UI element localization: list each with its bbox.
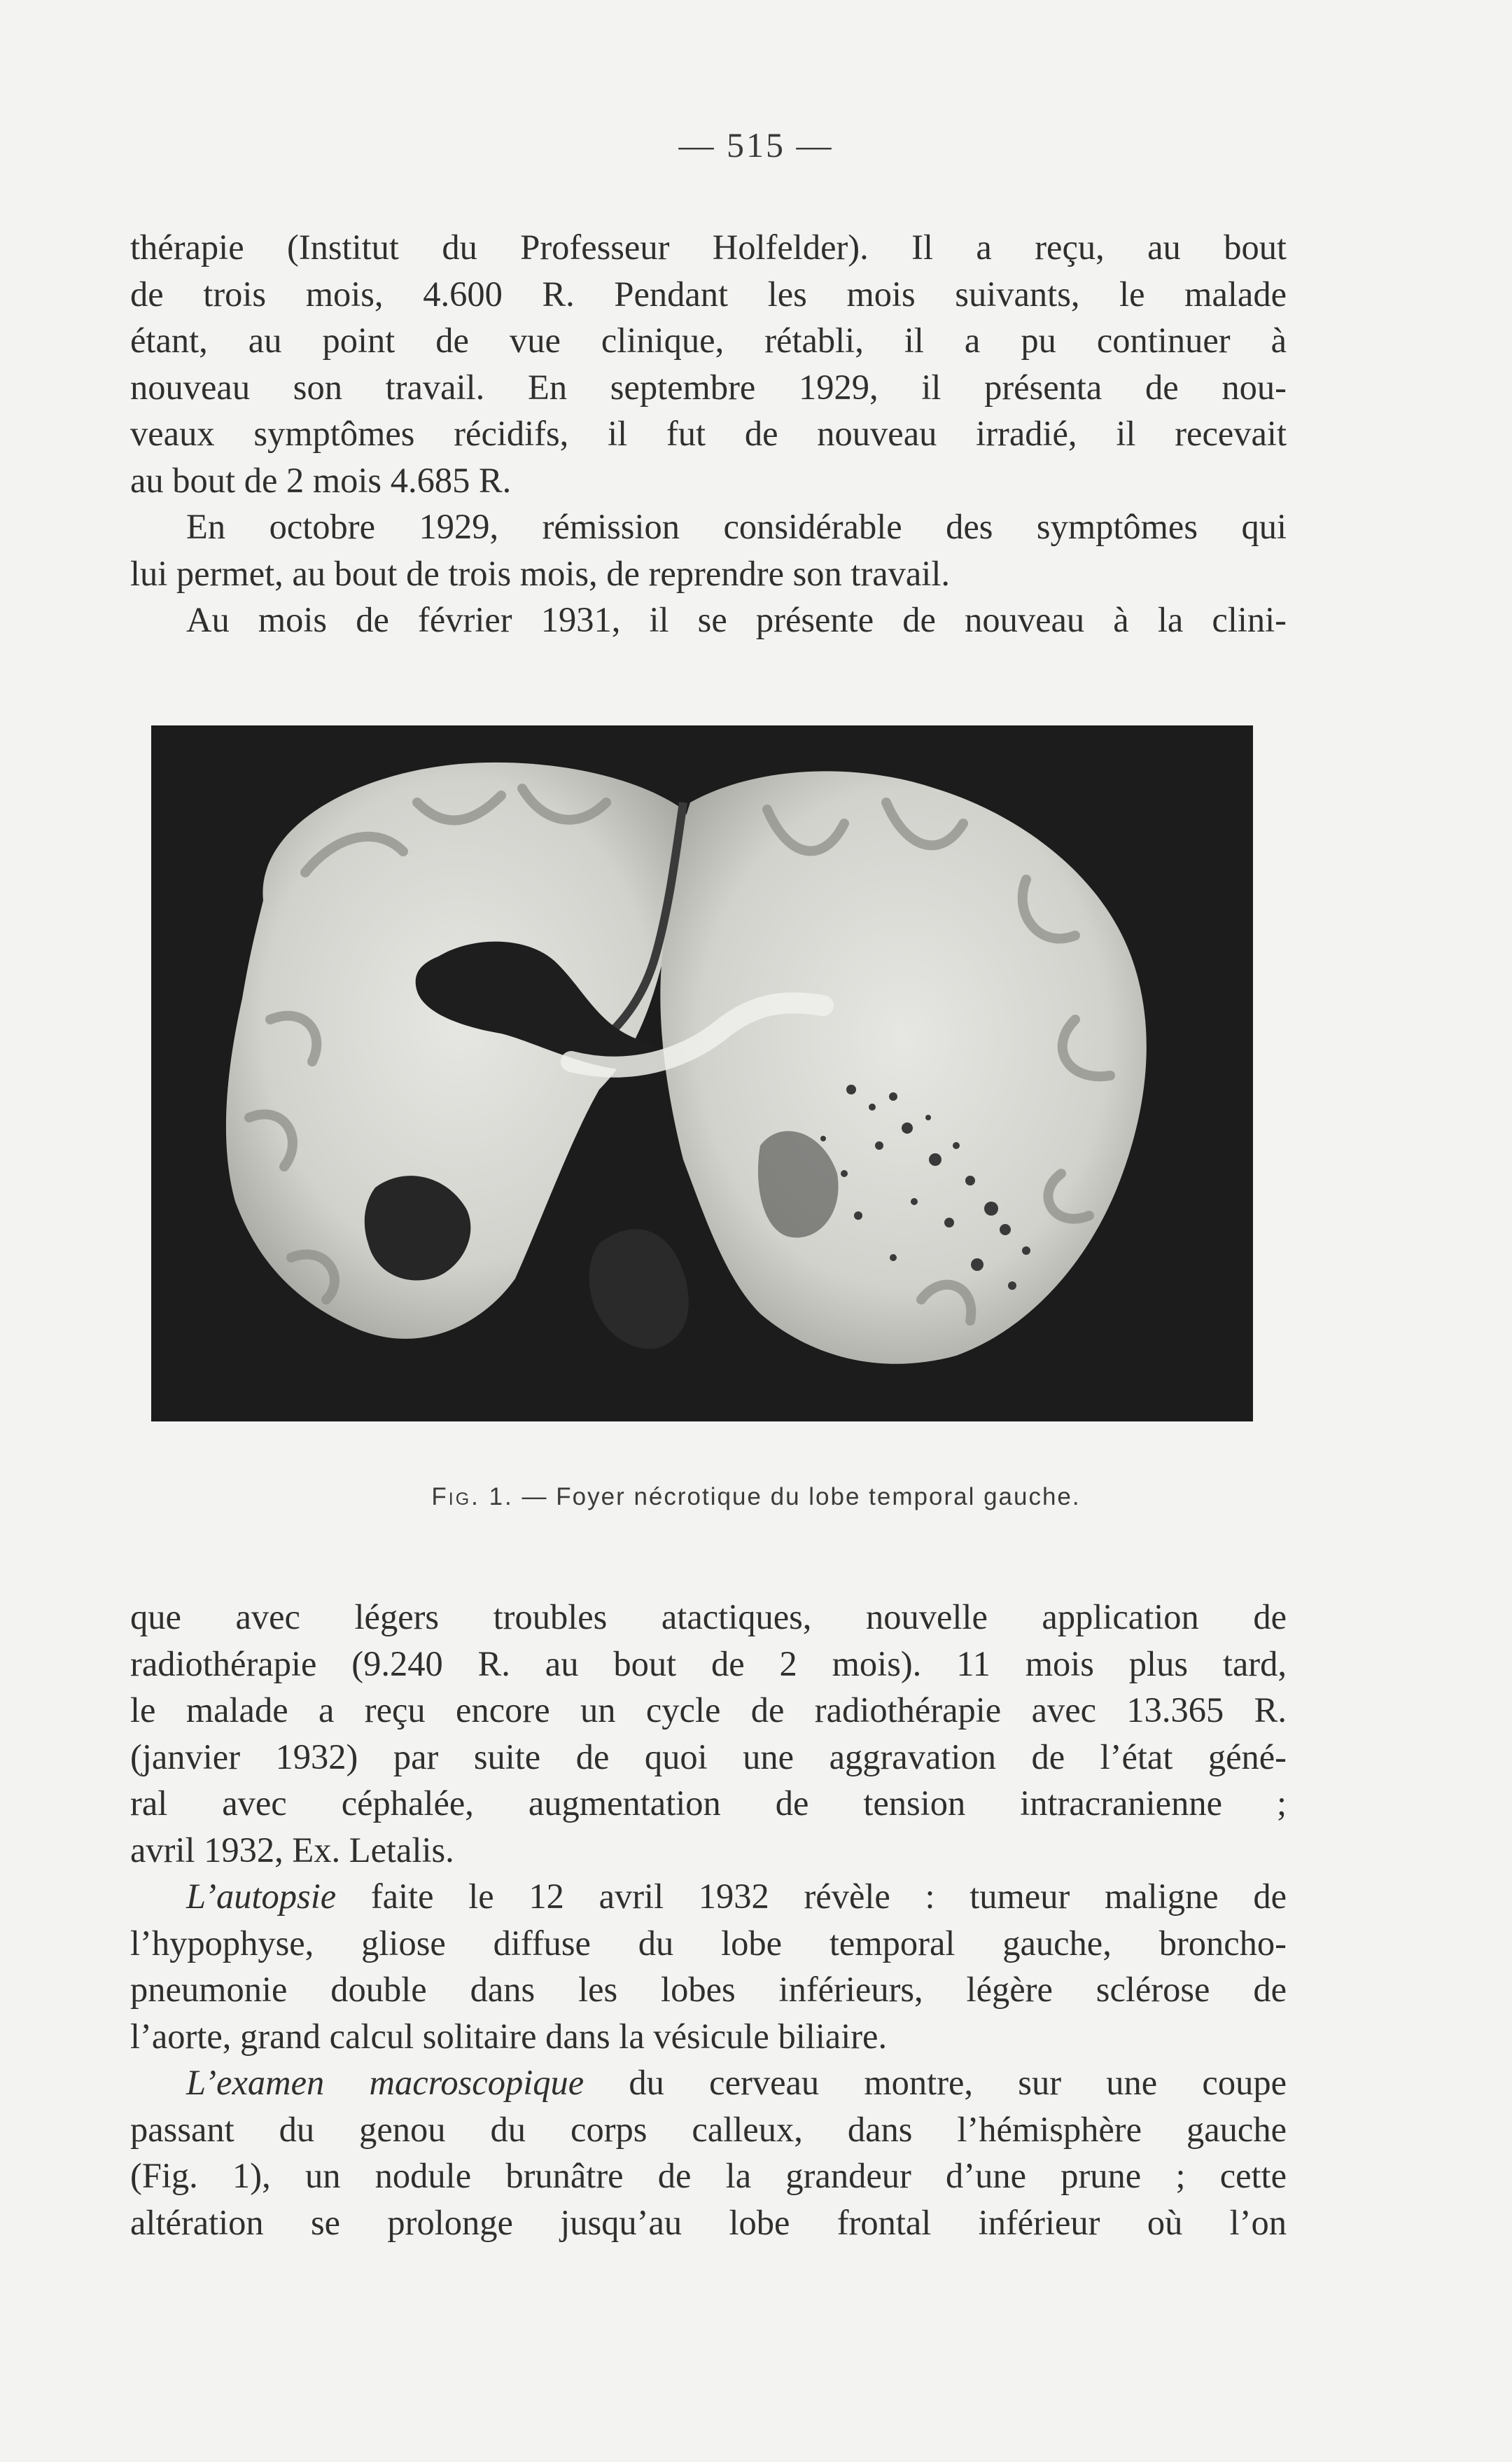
text-line: du cerveau montre, sur une coupe <box>629 2063 1287 2102</box>
text-line: faite le 12 avril 1932 révèle : tumeur maligne de <box>370 1877 1287 1916</box>
text-line: (Fig. 1), un nodule brunâtre de la grandeur d’une prune ; cette <box>130 2156 1287 2195</box>
text-line: nouveau son travail. En septembre 1929, il présenta de nou- <box>130 367 1287 407</box>
text-line: En octobre 1929, rémission considérable des symptômes qui <box>186 507 1287 546</box>
text-line: altération se prolonge jusqu’au lobe frontal inférieur où l’on <box>130 2202 1287 2242</box>
text-line: que avec légers troubles atactiques, nouvelle application de <box>130 1597 1287 1636</box>
text-line: Au mois de février 1931, il se présente de nouveau à la clini- <box>186 600 1287 639</box>
text-block-top <box>130 224 1287 644</box>
italic-examen: L’examen macroscopique <box>186 2063 584 2102</box>
text-line: ral avec céphalée, augmentation de tension intracranienne ; <box>130 1783 1287 1823</box>
text-line: le malade a reçu encore un cycle de radiothérapie avec 13.365 R. <box>130 1690 1287 1730</box>
figure-caption-text: — Foyer nécrotique du lobe temporal gauche. <box>522 1483 1081 1510</box>
italic-autopsie: L’autopsie <box>186 1877 337 1916</box>
text-line: (janvier 1932) par suite de quoi une aggravation de l’état géné- <box>130 1737 1287 1776</box>
text-line: l’hypophyse, gliose diffuse du lobe temporal gauche, broncho- <box>130 1923 1287 1963</box>
text-line: de trois mois, 4.600 R. Pendant les mois suivants, le malade <box>130 274 1287 314</box>
text-line: pneumonie double dans les lobes inférieurs, légère sclérose de <box>130 1970 1287 2009</box>
text-block-bottom <box>130 1594 1287 2246</box>
text-line-autopsie <box>130 1873 1287 1920</box>
text-line-examen <box>130 2059 1287 2106</box>
figure-caption <box>0 1483 1512 1511</box>
text-line: radiothérapie (9.240 R. au bout de 2 mois). 11 mois plus tard, <box>130 1643 1287 1683</box>
text-line: lui permet, au bout de trois mois, de reprendre son travail. <box>130 553 950 593</box>
text-line: l’aorte, grand calcul solitaire dans la vésicule biliaire. <box>130 2016 888 2056</box>
text-line: thérapie (Institut du Professeur Holfelder). Il a reçu, au bout <box>130 228 1287 267</box>
text-line: avril 1932, Ex. Letalis. <box>130 1830 454 1870</box>
text-line: étant, au point de vue clinique, rétabli, il a pu continuer à <box>130 321 1287 360</box>
page-number: — 515 — <box>678 125 834 165</box>
brain-section-photograph <box>151 725 1253 1421</box>
text-line: veaux symptômes récidifs, il fut de nouveau irradié, il recevait <box>130 414 1287 453</box>
text-line: au bout de 2 mois 4.685 R. <box>130 460 512 500</box>
text-line: passant du genou du corps calleux, dans l’hémisphère gauche <box>130 2109 1287 2149</box>
figure-caption-label: Fig. 1. <box>431 1483 514 1510</box>
